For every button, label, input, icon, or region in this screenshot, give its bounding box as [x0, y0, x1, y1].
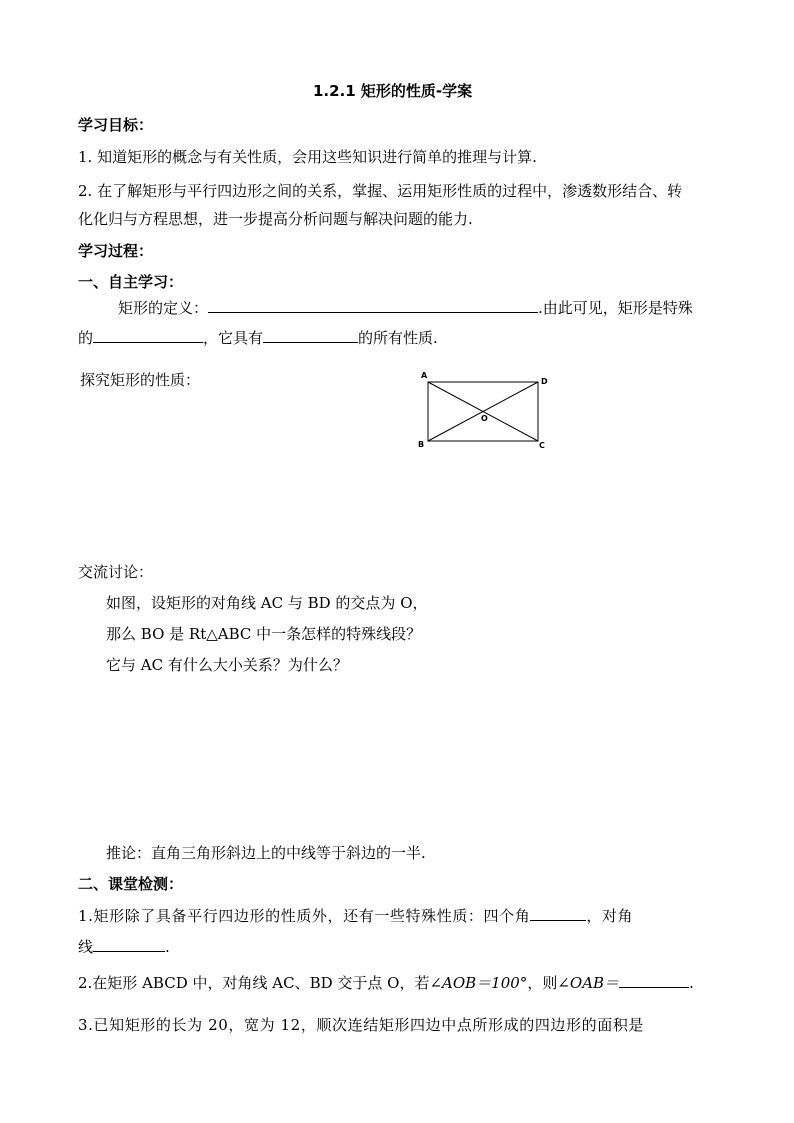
q1-blank-angles[interactable]: [530, 906, 586, 921]
goal-item-2: 2. 在了解矩形与平行四边形之间的关系，掌握、运用矩形性质的过程中，渗透数形结合、转: [78, 182, 683, 200]
question-2: [78, 972, 694, 993]
definition-line: [118, 297, 693, 318]
process-heading: 学习过程：: [78, 242, 154, 260]
q2-period: .: [689, 974, 694, 992]
goal-item-2-cont: 化化归与方程思想，进一步提高分析问题与解决问题的能力.: [78, 210, 473, 228]
q1-diagonal: ，对角: [586, 907, 634, 925]
line2-start: 的: [78, 329, 94, 347]
check-heading: 二、课堂检测：: [78, 875, 184, 893]
question-1-cont: [78, 936, 170, 957]
definition-blank[interactable]: [208, 298, 538, 313]
label-d: D: [541, 377, 548, 386]
page-title: 1.2.1 矩形的性质-学案: [313, 82, 473, 100]
definition-line-2: [78, 327, 438, 348]
q1-line-label: 线: [78, 938, 94, 956]
question-3: 3.已知矩形的长为 20，宽为 12，顺次连结矩形四边中点所形成的四边形的面积是: [78, 1016, 645, 1034]
goal-item-1: 1. 知道矩形的概念与有关性质，会用这些知识进行简单的推理与计算.: [78, 148, 537, 166]
explore-label: 探究矩形的性质：: [80, 371, 201, 389]
property-blank[interactable]: [263, 328, 358, 343]
discussion-line-2: 那么 BO 是 Rt△ABC 中一条怎样的特殊线段？: [106, 625, 422, 643]
line2-end: 的所有性质.: [358, 329, 438, 347]
inference: 推论：直角三角形斜边上的中线等于斜边的一半.: [106, 844, 426, 862]
label-b: B: [418, 440, 425, 449]
label-c: C: [539, 441, 545, 450]
q2-given-angle: ∠AOB＝100°: [429, 974, 528, 992]
definition-tail: .由此可见，矩形是特殊: [538, 299, 693, 317]
rectangle-figure: [414, 364, 554, 452]
line2-mid: ，它具有: [203, 329, 264, 347]
discussion-line-1: 如图，设矩形的对角线 AC 与 BD 的交点为 O，: [106, 594, 428, 612]
q1-text: 1.矩形除了具备平行四边形的性质外，还有一些特殊性质：四个角: [78, 907, 531, 925]
definition-label: 矩形的定义：: [118, 299, 209, 317]
question-1: [78, 905, 633, 926]
discussion-heading: 交流讨论：: [78, 563, 154, 581]
q1-blank-diagonals[interactable]: [93, 937, 165, 952]
q1-period: .: [165, 938, 170, 956]
goals-heading: 学习目标：: [78, 116, 154, 134]
special-blank[interactable]: [93, 328, 203, 343]
self-study-heading: 一、自主学习：: [78, 273, 184, 291]
q2-asked-angle: ∠OAB＝: [557, 974, 620, 992]
discussion-line-3: 它与 AC 有什么大小关系？为什么？: [106, 656, 348, 674]
label-o: O: [481, 414, 488, 423]
label-a: A: [421, 371, 428, 380]
q2-blank[interactable]: [619, 973, 689, 988]
q2-then: ，则: [527, 974, 558, 992]
q2-text: 2.在矩形 ABCD 中，对角线 AC、BD 交于点 O，若: [78, 974, 430, 992]
